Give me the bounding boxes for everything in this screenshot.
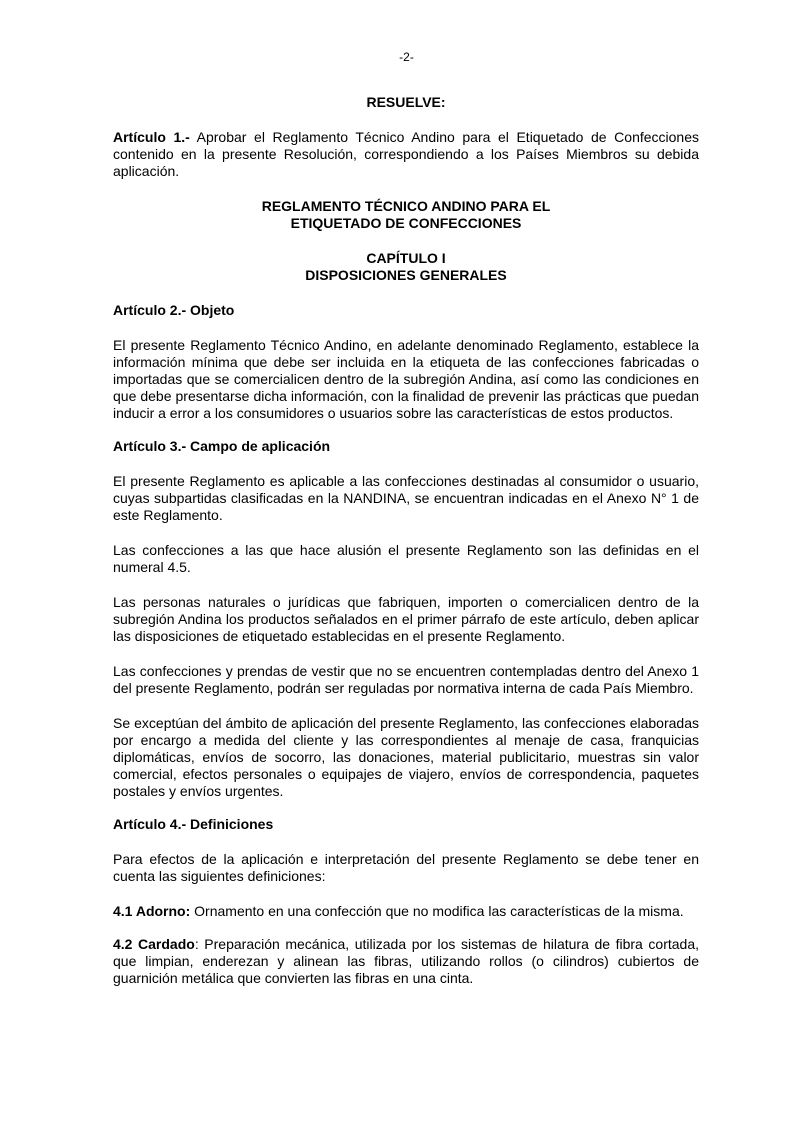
definition-4-1-term: 4.1 Adorno: [113, 903, 191, 919]
article-3-paragraph: Las confecciones y prendas de vestir que no se encuentren contempladas dentro del Anexo 1 del presente Reglamento, podrán ser reguladas por normativa interna de cada País Miembro. [113, 663, 699, 696]
page-number: -2- [399, 50, 414, 64]
definition-4-1 [113, 903, 699, 920]
regulation-title [113, 198, 699, 232]
regulation-title-line2: ETIQUETADO DE CONFECCIONES [290, 215, 522, 231]
document-body [113, 94, 699, 987]
definition-4-2 [113, 936, 699, 987]
article-3-paragraph: Se exceptúan del ámbito de aplicación del presente Reglamento, las confecciones elaboradas por encargo a medida del cliente y las correspondientes al menaje de casa, franquicias diplomáticas, envíos de socorro, las donaciones, material publicitario, muestras sin valor comercial, efectos personales o equipajes de viajero, envíos de correspondencia, paquetes postales y envíos urgentes. [113, 715, 699, 799]
article-1-text: Aprobar el Reglamento Técnico Andino para el Etiquetado de Confecciones contenido en la presente Resolución, correspondiendo a los Países Miembros su debida aplicación. [113, 129, 699, 179]
definition-4-2-term: 4.2 Cardado [113, 936, 195, 952]
article-3-heading: Artículo 3.- Campo de aplicación [113, 438, 331, 454]
article-4-heading: Artículo 4.- Definiciones [113, 816, 274, 832]
article-3-paragraph: Las personas naturales o jurídicas que fabriquen, importen o comercialicen dentro de la subregión Andina los productos señalados en el primer párrafo de este artículo, deben aplicar las disposiciones de etiquetado establecidas en el presente Reglamento. [113, 594, 699, 644]
article-3-paragraph: El presente Reglamento es aplicable a las confecciones destinadas al consumidor o usuario, cuyas subpartidas clasificadas en la NANDINA, se encuentran indicadas en el Anexo N° 1 de este Reglamento. [113, 473, 699, 523]
article-2-heading: Artículo 2.- Objeto [113, 302, 235, 318]
article-4-intro: Para efectos de la aplicación e interpretación del presente Reglamento se debe tener en cuenta las siguientes definiciones: [113, 851, 699, 884]
regulation-title-line1: REGLAMENTO TÉCNICO ANDINO PARA EL [261, 198, 551, 214]
article-3-paragraph: Las confecciones a las que hace alusión el presente Reglamento son las definidas en el numeral 4.5. [113, 542, 699, 575]
resuelve-heading: RESUELVE: [366, 94, 446, 110]
article-2-text: El presente Reglamento Técnico Andino, en adelante denominado Reglamento, establece la información mínima que debe ser incluida en la etiqueta de las confecciones fabricadas o importadas que se comercialicen dentro de la subregión Andina, así como las condiciones en que debe presentarse dicha información, con la finalidad de prevenir las prácticas que puedan inducir a error a los consumidores o usuarios sobre las características de estos productos. [113, 337, 699, 421]
article-1 [113, 129, 699, 180]
article-1-label: Artículo 1.- [113, 129, 190, 145]
chapter-heading [113, 250, 699, 284]
chapter-title: DISPOSICIONES GENERALES [305, 267, 507, 283]
definition-4-1-text: Ornamento en una confección que no modifica las características de la misma. [190, 903, 684, 919]
definition-4-2-text: : Preparación mecánica, utilizada por los sistemas de hilatura de fibra cortada, que limpian, enderezan y alinean las fibras, utilizando rollos (o cilindros) cubiertos de guarnición metálica que convierten las fibras en una cinta. [113, 936, 699, 986]
chapter-number: CAPÍTULO I [366, 250, 446, 266]
